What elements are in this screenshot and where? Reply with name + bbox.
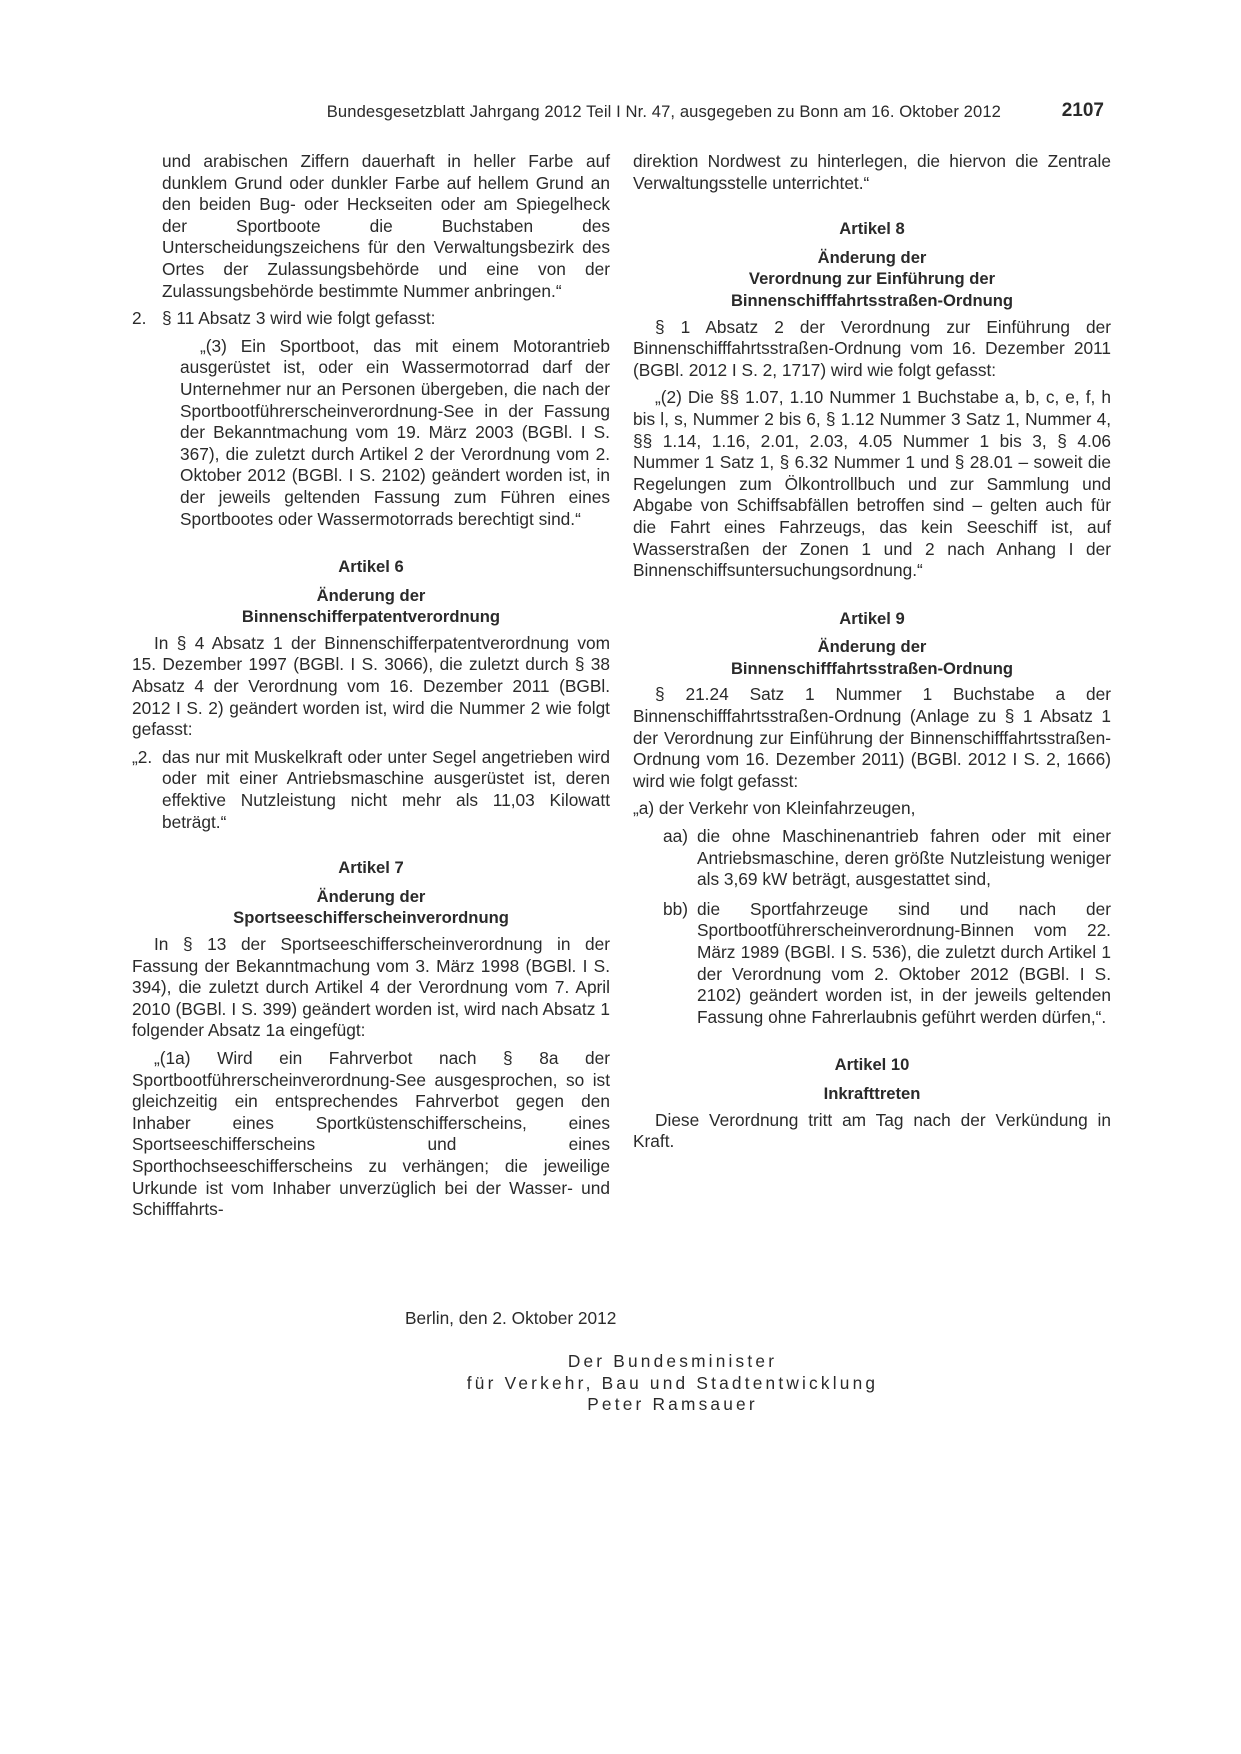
list-item-text: die Sportfahrzeuge sind und nach der Sportbootführerscheinverordnung-Binnen vom 22. März 1989 (BGBl. I S. 536), die zuletzt durch Artikel 1 der Verordnung vom 2. Oktober 2012 (BGBl. I S. 2102) geändert worden ist, in der jeweils geltenden Fassung ohne Fahrerlaubnis geführt werden dürfen,“. xyxy=(697,898,1111,1027)
article-7-paragraph: In § 13 der Sportseeschifferscheinverordnung in der Fassung der Bekanntmachung vom 3. März 1998 (BGBl. I S. 394), die zuletzt durch Artikel 4 der Verordnung vom 7. April 2010 (BGBl. I S. 399) geändert worden ist, wird nach Absatz 1 folgender Absatz 1a eingefügt: xyxy=(132,934,610,1041)
left-column xyxy=(132,151,610,1221)
article-7-title-line: Sportseeschifferscheinverordnung xyxy=(233,908,509,928)
article-6-title-line: Binnenschifferpatentverordnung xyxy=(241,607,501,627)
article-8-title-line: Verordnung zur Einführung der xyxy=(748,269,996,289)
article-10-paragraph: Diese Verordnung tritt am Tag nach der Verkündung in Kraft. xyxy=(633,1109,1111,1152)
article-9-subitem-bb xyxy=(663,899,1111,1029)
article-6-paragraph: In § 4 Absatz 1 der Binnenschifferpatentverordnung vom 15. Dezember 1997 (BGBl. I S. 3066), die zuletzt durch § 38 Absatz 4 der Verordnung vom 16. Dezember 2011 (BGBl. 2012 I S. 2) geändert worden ist, wird die Nummer 2 wie folgt gefasst: xyxy=(132,632,610,740)
article-8-title-line: Binnenschifffahrtsstraßen-Ordnung xyxy=(730,290,1014,310)
article-9-item-a: „a) der Verkehr von Kleinfahrzeugen, xyxy=(633,798,916,819)
article-7-quote: „(1a) Wird ein Fahrverbot nach § 8a der Sportbootführerscheinverordnung-See ausgesprochen, so ist gleichzeitig ein entsprechendes Fahrverbot gegen den Inhaber eines Sportküstenschifferscheins, eines Sportseeschifferscheins und eines Sporthochseeschifferscheins zu verhängen; die jeweilige Urkunde ist vom Inhaber unverzüglich bei der Wasser- und Schifffahrts- xyxy=(132,1047,610,1220)
article-8-heading: Artikel 8 xyxy=(839,219,905,239)
signature-block xyxy=(0,1351,1241,1416)
article-8-paragraph: § 1 Absatz 2 der Verordnung zur Einführung der Binnenschifffahrtsstraßen-Ordnung vom 16. Dezember 2011 (BGBl. 2012 I S. 2, 1717) wird wie folgt gefasst: xyxy=(633,316,1111,380)
page-number: 2107 xyxy=(1061,100,1104,121)
continued-paragraph: und arabischen Ziffern dauerhaft in heller Farbe auf dunklem Grund oder dunkler Farbe auf hellem Grund an den beiden Bug- oder Heckseiten oder am Spiegelheck der Sportboote die Buchstaben des Unterscheidungszeichens für den Verwaltungsbezirk des Ortes der Zulassungsbehörde und eine von der Zulassungsbehörde bestimmte Nummer anbringen.“ xyxy=(162,151,610,301)
article-9-title-line: Änderung der xyxy=(817,637,927,657)
page-header xyxy=(243,102,1104,128)
article-6-title-line: Änderung der xyxy=(316,585,426,605)
list-item-2 xyxy=(132,308,610,330)
signatory-name: Peter Ramsauer xyxy=(587,1394,758,1415)
article-9-paragraph: § 21.24 Satz 1 Nummer 1 Buchstabe a der Binnenschifffahrtsstraßen-Ordnung (Anlage zu § 1 Absatz 1 der Verordnung zur Einführung der Binnenschifffahrtsstraßen-Ordnung vom 16. Dezember 2011) (BGBl. 2012 I S. 2, 1666) wird wie folgt gefasst: xyxy=(633,684,1111,791)
article-9-subitem-aa xyxy=(663,826,1111,891)
list-item-number: „2. xyxy=(132,746,153,767)
article-8-quote: „(2) Die §§ 1.07, 1.10 Nummer 1 Buchstabe a, b, c, e, f, h bis l, s, Nummer 2 bis 6, § 1.12 Nummer 3 Satz 1, Nummer 4, §§ 1.14, 1.16, 2.01, 2.03, 4.05 Nummer 1 bis 3, § 4.06 Nummer 1 Satz 1, § 6.32 Nummer 1 und § 28.01 – soweit die Regelungen zum Ölkontrollbuch und zur Sammlung und Abgabe von Schiffsabfällen betroffen sind – gelten auch für die Fahrt eines Fahrzeugs, das kein Seeschiff ist, auf Wasserstraßen der Zonen 1 und 2 nach Anhang I der Binnenschiffsuntersuchungsordnung.“ xyxy=(633,387,1111,581)
continued-paragraph: direktion Nordwest zu hinterlegen, die hiervon die Zentrale Verwaltungsstelle unterrichtet.“ xyxy=(633,151,1111,193)
list-item-text: § 11 Absatz 3 wird wie folgt gefasst: xyxy=(162,308,436,329)
article-7-title-line: Änderung der xyxy=(316,886,426,906)
article-10-title: Inkrafttreten xyxy=(823,1083,921,1103)
quoted-paragraph: „(3) Ein Sportboot, das mit einem Motorantrieb ausgerüstet ist, oder ein Wassermotorrad darf der Unternehmer nur an Personen übergeben, die nach der Sportbootführerscheinverordnung-See in der Fassung der Bekanntmachung vom 19. März 2003 (BGBl. I S. 367), die zuletzt durch Artikel 2 der Verordnung vom 2. Oktober 2012 (BGBl. I S. 2102) geändert worden ist, in der jeweils geltenden Fassung zum Führen eines Sportbootes oder Wassermotorrads berechtigt sind.“ xyxy=(180,335,610,529)
right-column xyxy=(633,151,1111,1153)
article-6-item xyxy=(132,747,610,833)
signature-line: Der Bundesminister xyxy=(567,1351,778,1371)
article-7-heading: Artikel 7 xyxy=(338,858,404,878)
list-item-number: bb) xyxy=(663,898,688,919)
list-item-number: 2. xyxy=(132,308,147,329)
article-9-title-line: Binnenschifffahrtsstraßen-Ordnung xyxy=(730,658,1014,678)
list-item-number: aa) xyxy=(663,826,688,847)
signature-line: für Verkehr, Bau und Stadtentwicklung xyxy=(466,1372,879,1393)
article-10-heading: Artikel 10 xyxy=(834,1055,910,1075)
article-8-title-line: Änderung der xyxy=(817,247,927,267)
article-9-heading: Artikel 9 xyxy=(839,608,905,628)
signature-place-date: Berlin, den 2. Oktober 2012 xyxy=(405,1308,617,1328)
list-item-text: das nur mit Muskelkraft oder unter Segel angetrieben wird oder mit einer Antriebsmaschine ausgerüstet ist, deren effektive Nutzleistung nicht mehr als 11,03 Kilowatt beträgt.“ xyxy=(162,746,610,832)
article-6-heading: Artikel 6 xyxy=(338,557,404,577)
quote-block xyxy=(180,336,610,530)
list-item-text: die ohne Maschinenantrieb fahren oder mit einer Antriebsmaschine, deren größte Nutzleistung weniger als 3,69 kW beträgt, ausgestattet sind, xyxy=(697,826,1111,890)
header-title: Bundesgesetzblatt Jahrgang 2012 Teil I Nr. 47, ausgegeben zu Bonn am 16. Oktober 2012 xyxy=(326,102,1001,121)
